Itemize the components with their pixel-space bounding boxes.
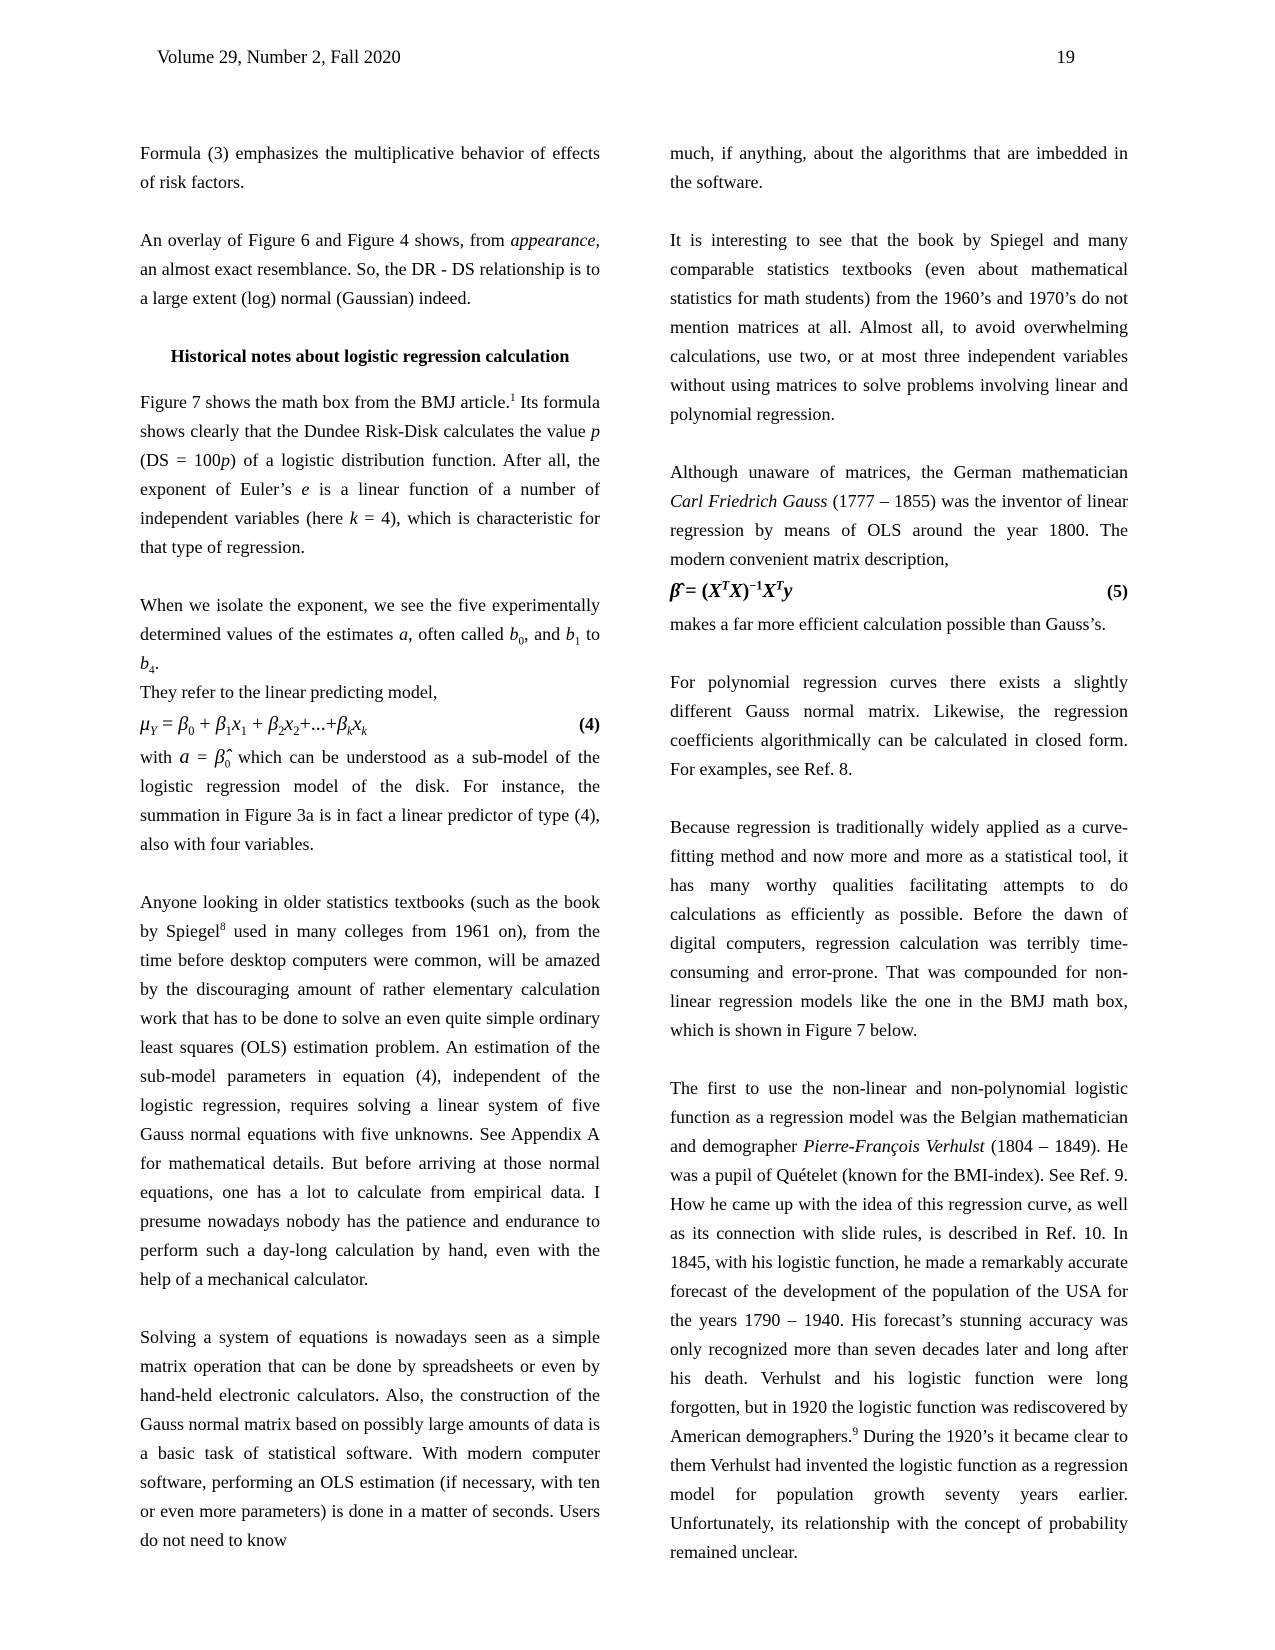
text-run: Its formula shows clearly that the Dundee Risk-Disk calculates the value: [140, 392, 600, 441]
text-run: x: [284, 713, 294, 735]
text-run: 1: [509, 392, 516, 404]
text-run: T: [775, 578, 784, 593]
text-run: An overlay of Figure 6 and Figure 4 shows, from: [140, 230, 511, 250]
text-run: Historical notes about logistic regression calculation: [170, 346, 570, 366]
equation-body: [140, 709, 367, 740]
text-run: Formula (3) emphasizes the multiplicative behavior of effects of risk factors.: [140, 143, 600, 192]
text-run: μ: [140, 713, 151, 735]
text-run: Pierre-François Verhulst: [803, 1136, 985, 1156]
text-run: much, if anything, about the algorithms that are imbedded in the software.: [670, 143, 1128, 192]
text-run: The first to use the non-linear and non-polynomial logistic function as a regression model was the Belgian mathematician and demographer: [670, 1078, 1128, 1156]
text-run: k: [361, 724, 367, 738]
text-run: =: [156, 713, 179, 735]
text-run: β: [178, 713, 189, 735]
text-run: β: [337, 713, 348, 735]
text-run: Anyone looking in older statistics textbooks (such as the book by Spiegel: [140, 892, 600, 941]
paragraph: [670, 139, 1128, 197]
text-run: X: [729, 580, 743, 602]
equation: [140, 709, 600, 740]
paragraph: [670, 458, 1128, 574]
paragraph: [140, 591, 600, 678]
text-run: ) of a logistic distribution function. After all, the exponent of Euler’s: [140, 450, 600, 499]
text-run: e: [301, 479, 310, 499]
text-run: 1: [225, 724, 232, 738]
text-run: 9: [852, 1426, 859, 1438]
text-run: 8: [220, 921, 226, 933]
text-run: p: [591, 421, 600, 441]
two-column-body: [140, 139, 1128, 1567]
text-run: a: [179, 746, 190, 768]
paragraph: [140, 678, 600, 707]
paragraph: [140, 139, 600, 197]
text-run: 4: [149, 664, 155, 677]
text-run: x: [231, 713, 241, 735]
paragraph: [140, 388, 600, 562]
text-run: , often called: [408, 624, 510, 644]
equation-number: (4): [579, 714, 600, 734]
section-heading: [170, 342, 570, 371]
text-run: 2: [278, 724, 285, 738]
text-run: 2: [293, 724, 300, 738]
equation: [670, 576, 1128, 607]
text-run: +...+: [299, 713, 338, 735]
paragraph: [670, 813, 1128, 1045]
text-run: 0: [518, 635, 525, 648]
text-run: b: [565, 624, 575, 644]
text-run: x: [352, 713, 362, 735]
text-run: (1804 – 1849). He was a pupil of Quételet (known for the BMI-index). See Ref. 9. How he came up with the idea of this regression curve, as well as its connection with slide rules, is described in Ref. 10. In 1845, with his logistic function, he made a remarkably accurate forecast of the development of the population of the USA for the years 1790 – 1940. His forecast’s stunning accuracy was only recognized more than seven decades later and long after his death. Verhulst and his logistic function were long forgotten, but in 1920 the logistic function was rediscovered by American demographers.: [670, 1136, 1129, 1446]
text-run: X: [708, 580, 722, 602]
text-run: y: [783, 580, 793, 602]
text-run: , and: [524, 624, 566, 644]
page-number: 19: [1056, 48, 1075, 68]
paragraph: [670, 668, 1128, 784]
text-run: k: [347, 724, 353, 738]
paragraph: [140, 1323, 600, 1555]
text-run: (DS = 100: [140, 450, 221, 470]
text-run: p: [220, 450, 230, 470]
equation-body: [670, 576, 792, 607]
text-run: Y: [150, 724, 157, 738]
text-run: 1: [240, 724, 247, 738]
text-run: When we isolate the exponent, we see the five experimentally determined values of the estimates: [140, 595, 600, 644]
paragraph: [140, 226, 600, 313]
text-run: T: [721, 578, 730, 593]
text-run: makes a far more efficient calculation possible than Gauss’s.: [670, 614, 1107, 634]
text-run: Although unaware of matrices, the German mathematician: [670, 462, 1128, 482]
text-run: β: [268, 713, 279, 735]
text-run: (1777 – 1855) was the inventor of linear regression by means of OLS around the year 1800. The modern convenient matrix description,: [670, 491, 1128, 569]
text-run: to: [580, 624, 600, 644]
text-run: X: [762, 580, 776, 602]
text-run: 0: [224, 758, 231, 771]
paragraph: [140, 888, 600, 1294]
text-run: +: [246, 713, 269, 735]
text-run: +: [194, 713, 216, 735]
journal-issue-label: Volume 29, Number 2, Fall 2020: [157, 48, 401, 68]
text-run: used in many colleges from 1961 on), from the time before desktop computers were common, will be amazed by the discouraging amount of rather elementary calculation work that has to be done to solve an even quite simple ordinary least squares (OLS) estimation problem. An estimation of the sub-model parameters in equation (4), independent of the logistic regression, requires solving a linear system of five Gauss normal equations with five unknowns. See Appendix A for mathematical details. But before arriving at those normal equations, one has a lot to calculate from empirical data. I presume nowadays nobody has the patience and endurance to perform such a day-long calculation by hand, even with the help of a mechanical calculator.: [140, 921, 600, 1289]
text-run: 1: [574, 635, 581, 648]
text-run: They refer to the linear predicting model,: [140, 682, 438, 702]
text-run: Figure 7 shows the math box from the BMJ article.: [140, 392, 510, 412]
paragraph: [670, 226, 1128, 429]
text-run: with: [140, 747, 180, 767]
text-run: which can be understood as a sub-model of the logistic regression model of the disk. For instance, the summation in Figure 3a is in fact a linear predictor of type (4), also with four variables.: [140, 747, 600, 854]
paragraph: [670, 1074, 1128, 1567]
text-run: β: [215, 713, 226, 735]
paragraph: [140, 743, 600, 859]
page-header: [157, 46, 1075, 70]
text-run: b: [140, 653, 149, 673]
text-run: 0: [188, 724, 195, 738]
text-run: b: [509, 624, 519, 644]
text-run: ): [742, 580, 750, 602]
text-run: appearance,: [510, 230, 600, 250]
text-run: Solving a system of equations is nowadays seen as a simple matrix operation that can be done by spreadsheets or even by hand-held electronic calculators. Also, the construction of the Gauss normal matrix based on possibly large amounts of data is a basic task of statistical software. With modern computer software, performing an OLS estimation (if necessary, with ten or even more parameters) is done in a matter of seconds. Users do not need to know: [140, 1327, 600, 1550]
text-run: k: [349, 508, 358, 528]
text-run: is a linear function of a number of independent variables (here: [140, 479, 600, 528]
text-run: For polynomial regression curves there exists a slightly different Gauss normal matrix. Likewise, the regression coefficients algorithmically can be calculated in closed form. For examples, see Ref. 8.: [670, 672, 1128, 779]
text-run: Because regression is traditionally widely applied as a curve-fitting method and now more and more as a statistical tool, it has many worthy qualities facilitating attempts to do calculations as efficiently as possible. Before the dawn of digital computers, regression calculation was terribly time-consuming and error-prone. That was compounded for non-linear regression models like the one in the BMJ math box, which is shown in Figure 7 below.: [670, 817, 1128, 1040]
text-run: = 4), which is characteristic for that type of regression.: [140, 508, 600, 557]
text-run: = (: [680, 580, 709, 602]
text-run: β̂: [214, 746, 225, 768]
text-run: β̂: [670, 580, 681, 602]
text-run: Carl Friedrich Gauss: [670, 491, 828, 511]
text-run: −1: [749, 578, 763, 593]
paragraph: [670, 610, 1128, 639]
text-run: It is interesting to see that the book by Spiegel and many comparable statistics textbooks (even about mathematical statistics for math students) from the 1960’s and 1970’s do not mention matrices at all. Almost all, to avoid overwhelming calculations, use two, or at most three independent variables without using matrices to solve problems involving linear and polynomial regression.: [670, 230, 1128, 424]
text-run: a: [399, 624, 409, 644]
text-run: =: [189, 747, 215, 767]
text-run: .: [154, 653, 160, 673]
right-column: [670, 139, 1128, 1567]
left-column: [140, 139, 600, 1567]
text-run: During the 1920’s it became clear to them Verhulst had invented the logistic function as a regression model for population growth seventy years earlier. Unfortunately, its relationship with the concept of probability remained unclear.: [670, 1426, 1128, 1562]
equation-number: (5): [1107, 581, 1128, 601]
text-run: an almost exact resemblance. So, the DR - DS relationship is to a large extent (log) normal (Gaussian) indeed.: [140, 259, 600, 308]
